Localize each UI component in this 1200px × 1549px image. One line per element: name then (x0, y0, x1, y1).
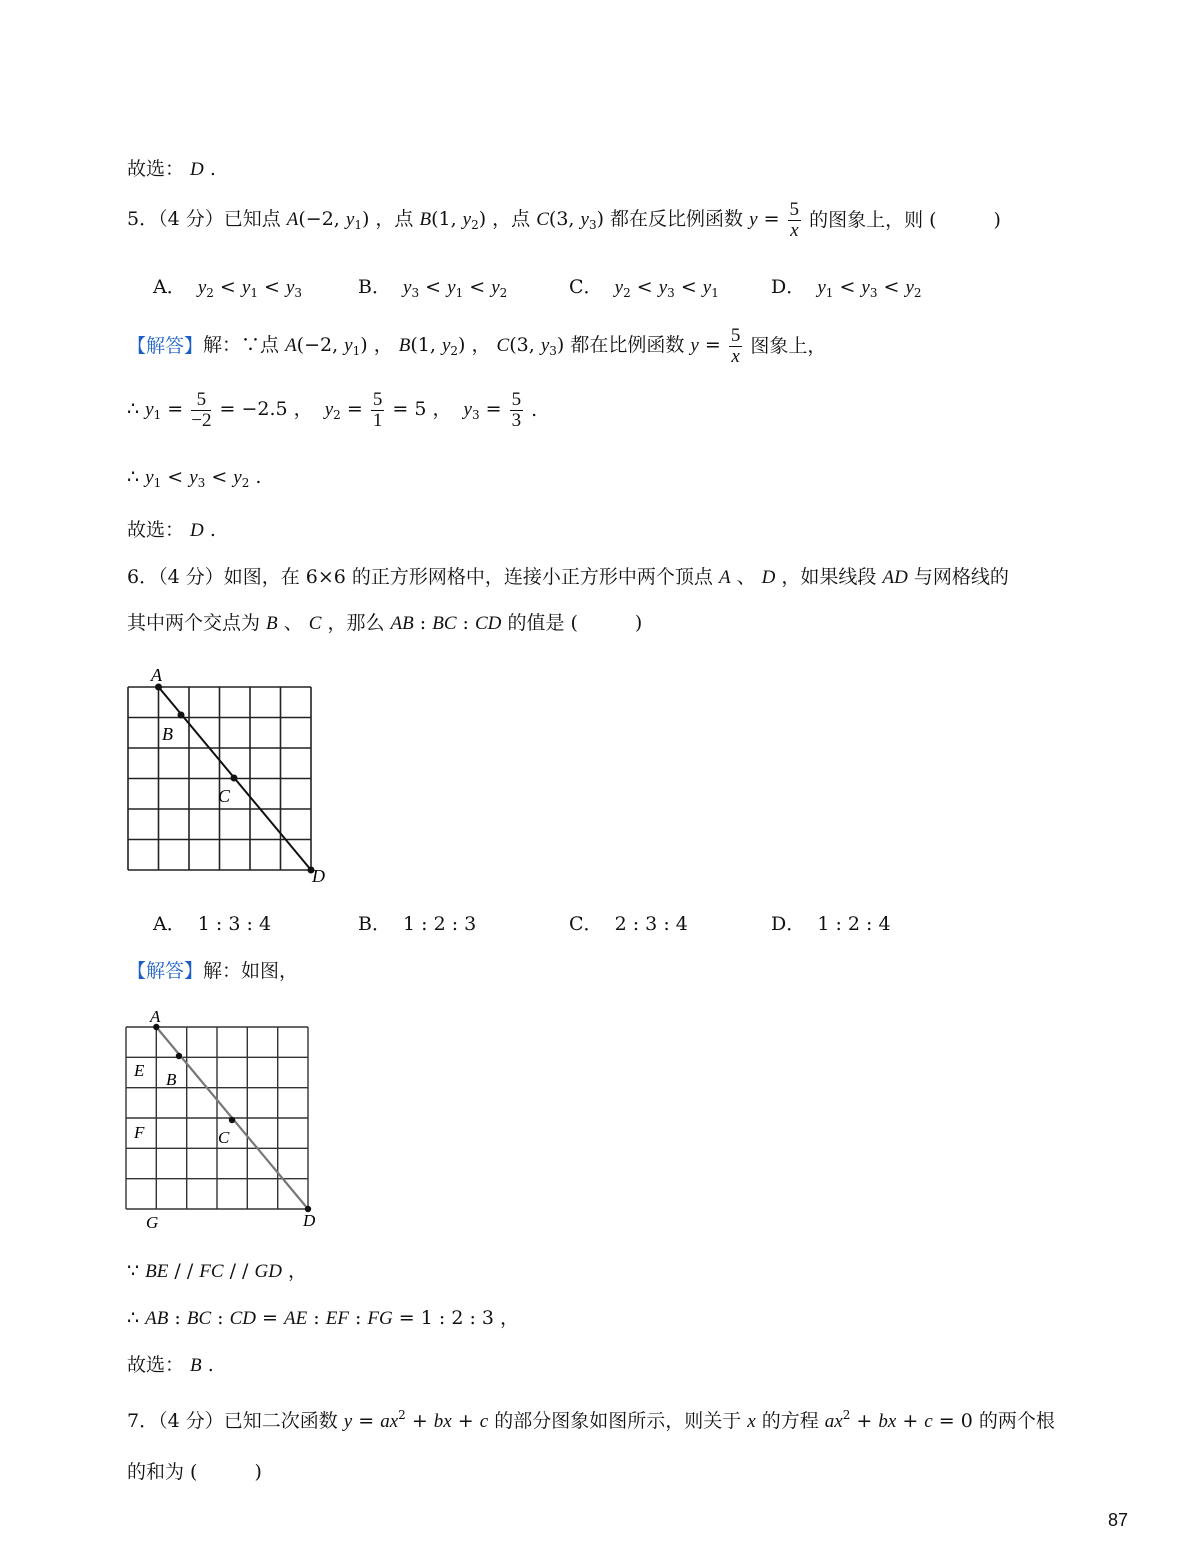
answer-tag: 【解答】 (127, 334, 204, 357)
grid-figure-2 (118, 1002, 338, 1234)
label-g: G (146, 1213, 159, 1232)
q5-select: 故选： D . (127, 519, 216, 541)
grid-lines (126, 1027, 308, 1209)
line-select-d-top (127, 160, 216, 179)
q6-step-1: ∵ BE / / FC / / GD ， (127, 1260, 307, 1282)
label-c: C (218, 786, 231, 806)
q7-stem-line2: 的和为 ( ) (127, 1461, 262, 1483)
label-b: B (166, 1070, 177, 1089)
q6-stem-line2: 其中两个交点为 B 、 C ，那么 AB : BC : CD 的值是 ( ) (127, 612, 643, 634)
q6-option-a: A． 1 : 3 : 4 (153, 913, 272, 935)
q5-step-2: ∴ $y_1 < y_3 < y_2$ . (127, 466, 262, 490)
label-c: C (218, 1128, 230, 1147)
label-d: D (303, 1211, 316, 1230)
label-d: D (312, 866, 325, 886)
q7-stem-line1: 7．（4 分）已知二次函数 $y = ax^2$ + bx + c 的部分图象如图所示，则关于 x 的方程 $ax^2$ + bx + c = 0 的两个根 (127, 1408, 1055, 1432)
q6-option-c: C． 2 : 3 : 4 (569, 913, 688, 935)
answer-tag: 【解答】 (127, 960, 204, 982)
q5-stem: 5．（4 分）已知点 A(−2, $y_1$) ，点 B(1, $y_2$) ，点 C(3, $y_3$) 都在反比例函数 y = $\frac{5}{x}$ 的图象上，则 ( ) (127, 199, 1001, 241)
q5-step-1: ∴ $y_1$ = $\frac{5}{-2}$ = −2.5 ， $y_2$ = $\frac{5}{1}$ = 5 ， $y_3$ = $\frac{5}{3}$ . (127, 389, 538, 431)
grid-figure-1 (118, 660, 338, 890)
q5-option-b: B． $y_3 < y_1 < y_2$ (358, 276, 508, 300)
point-b (178, 712, 185, 719)
label-e: E (134, 1061, 145, 1080)
label-f: F (134, 1123, 145, 1142)
q5-answer: 【解答】解：∵点 A(−2, $y_1$) ， B(1, $y_2$) ， C(3, $y_3$) 都在比例函数 y = $\frac{5}{x}$ 图象上， (127, 325, 827, 367)
q5-option-a: A． $y_2 < y_1 < y_3$ (153, 276, 303, 300)
label-b: B (162, 724, 173, 744)
q6-step-2: ∴ AB : BC : CD = AE : EF : FG = 1 : 2 : 3 ， (127, 1307, 520, 1329)
q6-select: 故选： B . (127, 1354, 214, 1376)
q6-option-d: D． 1 : 2 : 4 (771, 913, 891, 935)
q5-option-d: D． $y_1 < y_3 < y_2$ (771, 276, 922, 300)
page-number: 87 (1108, 1510, 1129, 1530)
grid-lines (128, 687, 311, 870)
label-a: A (150, 1007, 161, 1026)
q6-option-b: B． 1 : 2 : 3 (358, 913, 477, 935)
select-text: 故选： D . (127, 158, 216, 180)
point-b (176, 1053, 182, 1059)
q6-answer: 【解答】解：如图， (127, 960, 299, 982)
q5-option-c: C． $y_2 < y_3 < y_1$ (569, 276, 719, 300)
q6-stem-line1: 6．（4 分）如图，在 6×6 的正方形网格中，连接小正方形中两个顶点 A 、 D ，如果线段 AD 与网格线的 (127, 566, 1009, 588)
point-c (231, 775, 238, 782)
label-a: A (151, 665, 162, 685)
point-c (229, 1117, 235, 1123)
